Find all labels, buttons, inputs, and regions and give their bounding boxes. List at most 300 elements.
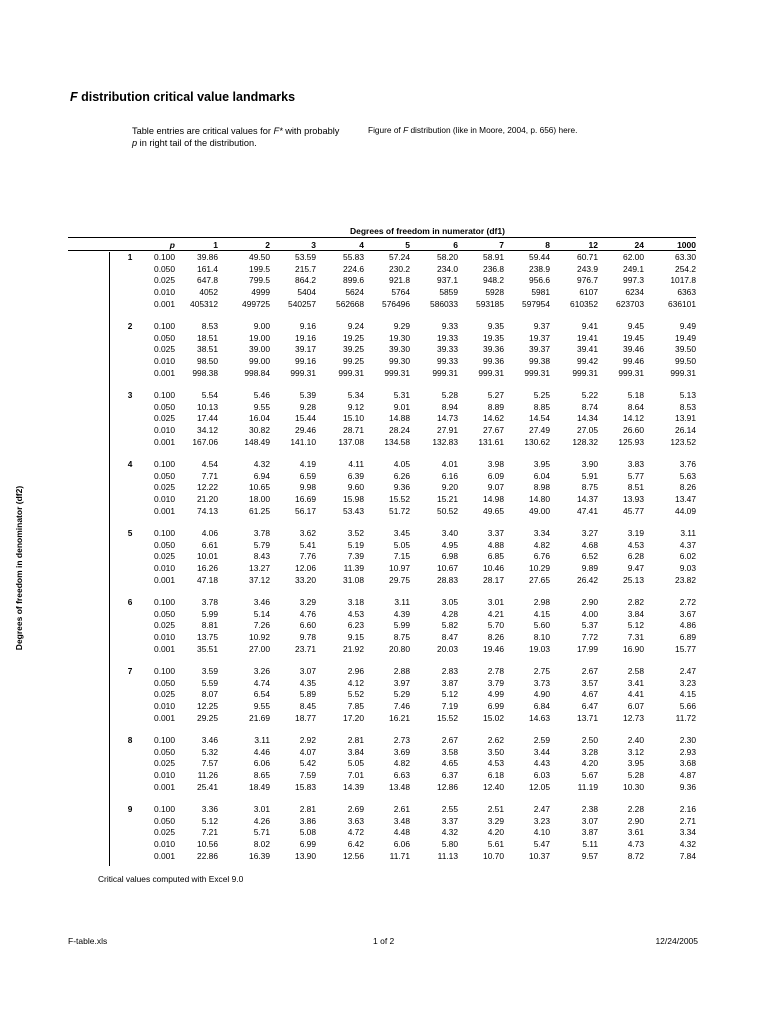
critical-value: 17.44 [197,413,218,424]
critical-value: 199.5 [249,263,270,274]
critical-value: 56.17 [295,505,316,516]
critical-value: 9.12 [347,401,364,412]
critical-value: 3.07 [581,815,598,826]
critical-value: 3.01 [253,804,270,814]
critical-value: 4.90 [533,689,550,700]
critical-value: 49.50 [249,252,270,262]
footnote: Critical values computed with Excel 9.0 [98,874,244,884]
critical-value: 14.62 [483,413,504,424]
critical-value: 16.90 [623,643,644,654]
p-value: 0.100 [154,804,175,814]
p-value: 0.001 [154,574,175,585]
table-body [68,251,696,872]
p-value: 0.001 [154,643,175,654]
intro-text [132,125,342,149]
critical-value: 5.22 [581,390,598,400]
critical-value: 51.72 [389,505,410,516]
critical-value: 23.82 [675,574,696,585]
critical-value: 6.99 [487,701,504,712]
critical-value: 5.47 [533,839,550,850]
p-value: 0.050 [154,608,175,619]
critical-value: 10.67 [437,563,458,574]
p-value: 0.010 [154,701,175,712]
critical-value: 39.33 [437,344,458,355]
critical-value: 5.42 [299,758,316,769]
critical-value: 16.04 [249,413,270,424]
df2-label: 8 [127,735,133,745]
critical-value: 2.47 [679,666,696,676]
p-value: 0.025 [154,551,175,562]
critical-value: 18.51 [197,332,218,343]
critical-value: 236.8 [483,263,504,274]
critical-value: 8.75 [393,632,410,643]
critical-value: 999.31 [618,367,644,378]
critical-value: 3.73 [533,677,550,688]
critical-value: 27.05 [577,425,598,436]
critical-value: 3.19 [627,528,644,538]
df1-header: 2 [265,240,270,250]
critical-value: 3.34 [679,827,696,838]
critical-value: 16.21 [389,712,410,723]
critical-value: 7.15 [393,551,410,562]
critical-value: 3.67 [679,608,696,619]
critical-value: 4.21 [487,608,504,619]
p-value: 0.010 [154,632,175,643]
critical-value: 937.1 [437,275,458,286]
critical-value: 9.57 [581,850,598,861]
critical-value: 5.29 [393,689,410,700]
critical-value: 6.09 [487,470,504,481]
critical-value: 5.99 [201,608,218,619]
critical-value: 8.45 [299,701,316,712]
critical-value: 99.25 [343,356,364,367]
critical-value: 6107 [579,287,598,298]
critical-value: 4.12 [347,677,364,688]
critical-value: 74.13 [197,505,218,516]
critical-value: 3.78 [201,597,218,607]
critical-value: 4.15 [533,608,550,619]
df2-group [68,665,696,734]
critical-value: 4.32 [253,459,270,469]
critical-value: 2.93 [679,746,696,757]
critical-value: 3.46 [253,597,270,607]
critical-value: 161.4 [197,263,218,274]
critical-value: 10.65 [249,482,270,493]
critical-value: 10.29 [529,563,550,574]
critical-value: 499725 [242,298,270,309]
p-value: 0.050 [154,263,175,274]
critical-value: 14.54 [529,413,550,424]
df2-label: 2 [127,321,133,331]
critical-value: 14.39 [343,781,364,792]
critical-value: 6.98 [441,551,458,562]
critical-value: 7.84 [679,850,696,861]
critical-value: 3.29 [487,815,504,826]
critical-value: 4.41 [627,689,644,700]
critical-value: 6.26 [393,470,410,481]
critical-value: 6.07 [627,701,644,712]
critical-value: 8.98 [533,482,550,493]
critical-value: 9.78 [299,632,316,643]
critical-value: 99.33 [437,356,458,367]
critical-value: 5.19 [347,539,364,550]
critical-value: 3.05 [441,597,458,607]
footer-page: 1 of 2 [373,936,395,946]
critical-value: 9.41 [581,321,598,331]
critical-value: 13.75 [197,632,218,643]
critical-value: 6.06 [253,758,270,769]
critical-value: 4.05 [393,459,410,469]
critical-value: 19.16 [295,332,316,343]
critical-value: 20.03 [437,643,458,654]
critical-value: 5.54 [201,390,218,400]
critical-value: 6.23 [347,620,364,631]
critical-value: 8.81 [201,620,218,631]
critical-value: 999.31 [432,367,458,378]
p-column-divider [109,252,110,866]
critical-value: 99.42 [577,356,598,367]
critical-value: 5.18 [627,390,644,400]
critical-value: 5764 [391,287,410,298]
critical-value: 15.21 [437,494,458,505]
critical-value: 5859 [439,287,458,298]
critical-value: 132.83 [432,436,458,447]
critical-value: 4.35 [299,677,316,688]
numerator-label: Degrees of freedom in numerator (df1) [350,226,505,236]
df2-group [68,527,696,596]
df2-label: 4 [127,459,133,469]
table-header-top [68,226,696,238]
critical-value: 11.26 [197,770,218,781]
p-value: 0.050 [154,401,175,412]
critical-value: 6.28 [627,551,644,562]
critical-value: 3.46 [201,735,218,745]
critical-value: 3.63 [347,815,364,826]
critical-value: 1017.8 [670,275,696,286]
critical-value: 2.83 [441,666,458,676]
critical-value: 128.32 [572,436,598,447]
critical-value: 8.07 [201,689,218,700]
critical-value: 13.47 [675,494,696,505]
critical-value: 3.26 [253,666,270,676]
critical-value: 5.31 [393,390,410,400]
critical-value: 2.81 [347,735,364,745]
critical-value: 3.37 [441,815,458,826]
critical-value: 9.33 [441,321,458,331]
critical-value: 3.28 [581,746,598,757]
critical-value: 39.41 [577,344,598,355]
critical-value: 4.86 [679,620,696,631]
critical-value: 9.01 [393,401,410,412]
critical-value: 3.97 [393,677,410,688]
critical-value: 4.68 [581,539,598,550]
critical-value: 39.86 [197,252,218,262]
critical-value: 999.31 [524,367,550,378]
critical-value: 6.99 [299,839,316,850]
critical-value: 49.00 [529,505,550,516]
critical-value: 6.60 [299,620,316,631]
critical-value: 12.05 [529,781,550,792]
critical-value: 6.47 [581,701,598,712]
critical-value: 9.45 [627,321,644,331]
critical-value: 7.59 [299,770,316,781]
critical-value: 956.6 [529,275,550,286]
critical-value: 58.91 [483,252,504,262]
critical-value: 3.69 [393,746,410,757]
critical-value: 47.41 [577,505,598,516]
critical-value: 8.64 [627,401,644,412]
critical-value: 5.08 [299,827,316,838]
critical-value: 28.24 [389,425,410,436]
critical-value: 9.24 [347,321,364,331]
critical-value: 8.94 [441,401,458,412]
critical-value: 15.98 [343,494,364,505]
critical-value: 3.11 [394,597,410,607]
critical-value: 13.91 [675,413,696,424]
df2-group [68,458,696,527]
critical-value: 5404 [297,287,316,298]
critical-value: 6.94 [253,470,270,481]
critical-value: 3.84 [347,746,364,757]
p-value: 0.001 [154,436,175,447]
p-value: 0.001 [154,712,175,723]
critical-value: 5.82 [441,620,458,631]
title-text: distribution critical value landmarks [77,90,296,104]
critical-value: 3.12 [627,746,644,757]
critical-value: 4.46 [253,746,270,757]
critical-value: 15.77 [675,643,696,654]
critical-value: 4.82 [393,758,410,769]
critical-value: 4.39 [393,608,410,619]
critical-value: 9.28 [299,401,316,412]
critical-value: 3.29 [299,597,316,607]
critical-value: 25.13 [623,574,644,585]
critical-value: 4.37 [679,539,696,550]
critical-value: 27.67 [483,425,504,436]
critical-value: 999.31 [478,367,504,378]
critical-value: 12.86 [437,781,458,792]
critical-value: 6.42 [347,839,364,850]
critical-value: 8.10 [533,632,550,643]
critical-value: 19.03 [529,643,550,654]
critical-value: 4.26 [253,815,270,826]
critical-value: 4.28 [441,608,458,619]
critical-value: 99.16 [295,356,316,367]
critical-value: 5.39 [299,390,316,400]
critical-value: 5.25 [533,390,550,400]
critical-value: 39.30 [389,344,410,355]
critical-value: 3.07 [299,666,316,676]
critical-value: 99.46 [623,356,644,367]
critical-value: 14.98 [483,494,504,505]
critical-value: 2.30 [679,735,696,745]
critical-value: 4.73 [627,839,644,850]
critical-value: 5.32 [201,746,218,757]
critical-value: 999.31 [290,367,316,378]
p-value: 0.050 [154,815,175,826]
critical-value: 15.52 [437,712,458,723]
critical-value: 8.26 [487,632,504,643]
figure-note-b: distribution (like in Moore, 2004, p. 656) here. [408,125,578,135]
critical-value: 5.37 [581,620,598,631]
critical-value: 29.25 [197,712,218,723]
critical-value: 9.29 [393,321,410,331]
critical-value: 5.34 [347,390,364,400]
critical-value: 5.41 [299,539,316,550]
critical-value: 35.51 [197,643,218,654]
critical-value: 3.36 [201,804,218,814]
critical-value: 167.06 [192,436,218,447]
critical-value: 19.46 [483,643,504,654]
df1-header: 4 [359,240,364,250]
critical-value: 9.36 [393,482,410,493]
title-f: F [70,90,78,104]
critical-value: 17.20 [343,712,364,723]
df2-group [68,596,696,665]
critical-value: 39.25 [343,344,364,355]
critical-value: 562668 [336,298,364,309]
critical-value: 6.02 [679,551,696,562]
critical-value: 593185 [476,298,504,309]
critical-value: 99.00 [249,356,270,367]
critical-value: 9.55 [253,701,270,712]
critical-value: 9.20 [441,482,458,493]
critical-value: 5.77 [627,470,644,481]
critical-value: 4.15 [679,689,696,700]
critical-value: 4.10 [533,827,550,838]
critical-value: 11.13 [437,850,458,861]
critical-value: 3.45 [393,528,410,538]
critical-value: 3.95 [533,459,550,469]
critical-value: 3.37 [487,528,504,538]
critical-value: 9.03 [679,563,696,574]
critical-value: 14.73 [437,413,458,424]
critical-value: 999.31 [572,367,598,378]
df2-group [68,251,696,320]
critical-value: 3.87 [581,827,598,838]
critical-value: 2.28 [627,804,644,814]
critical-value: 2.50 [581,735,598,745]
critical-value: 647.8 [197,275,218,286]
critical-value: 14.12 [623,413,644,424]
critical-value: 7.26 [253,620,270,631]
critical-value: 123.52 [670,436,696,447]
critical-value: 2.62 [487,735,504,745]
critical-value: 2.78 [487,666,504,676]
denominator-label: Degrees of freedom in denominator (df2) [14,485,24,651]
critical-value: 44.09 [675,505,696,516]
critical-value: 27.91 [437,425,458,436]
critical-value: 53.43 [343,505,364,516]
critical-value: 23.71 [295,643,316,654]
critical-value: 134.58 [384,436,410,447]
critical-value: 6.37 [441,770,458,781]
critical-value: 230.2 [389,263,410,274]
critical-value: 586033 [430,298,458,309]
footer-date: 12/24/2005 [655,936,698,946]
critical-value: 26.14 [675,425,696,436]
df2-label: 5 [127,528,133,538]
critical-value: 18.49 [249,781,270,792]
critical-value: 9.60 [347,482,364,493]
df1-header: 24 [634,240,644,250]
critical-value: 141.10 [290,436,316,447]
critical-value: 5.89 [299,689,316,700]
critical-value: 6363 [677,287,696,298]
critical-value: 10.13 [197,401,218,412]
df2-group [68,320,696,389]
critical-value: 14.34 [577,413,598,424]
critical-value: 27.65 [529,574,550,585]
critical-value: 7.21 [201,827,218,838]
critical-value: 8.53 [201,321,218,331]
critical-value: 12.22 [197,482,218,493]
critical-value: 27.00 [249,643,270,654]
critical-value: 7.39 [347,551,364,562]
critical-value: 130.62 [524,436,550,447]
critical-value: 8.85 [533,401,550,412]
critical-value: 3.41 [627,677,644,688]
p-value: 0.010 [154,494,175,505]
critical-value: 3.86 [299,815,316,826]
critical-value: 4.48 [393,827,410,838]
critical-value: 9.37 [533,321,550,331]
critical-value: 13.27 [249,563,270,574]
critical-value: 99.30 [389,356,410,367]
critical-value: 5.12 [201,815,218,826]
critical-value: 2.61 [393,804,410,814]
critical-value: 9.36 [679,781,696,792]
critical-value: 49.65 [483,505,504,516]
critical-value: 5.80 [441,839,458,850]
p-value: 0.100 [154,528,175,538]
critical-value: 9.98 [299,482,316,493]
critical-value: 6.59 [299,470,316,481]
critical-value: 5.28 [441,390,458,400]
critical-value: 14.37 [577,494,598,505]
critical-value: 53.59 [295,252,316,262]
critical-value: 3.62 [299,528,316,538]
critical-value: 28.83 [437,574,458,585]
critical-value: 5.05 [393,539,410,550]
critical-value: 28.71 [343,425,364,436]
critical-value: 2.40 [627,735,644,745]
critical-value: 4.88 [487,539,504,550]
critical-value: 8.43 [253,551,270,562]
critical-value: 5.60 [533,620,550,631]
df2-group [68,734,696,803]
critical-value: 576496 [382,298,410,309]
figure-note [368,125,628,136]
critical-value: 234.0 [437,263,458,274]
table-header-cols [68,238,696,251]
critical-value: 137.08 [338,436,364,447]
df1-header: 7 [499,240,504,250]
critical-value: 2.71 [679,815,696,826]
critical-value: 5.66 [679,701,696,712]
critical-value: 8.47 [441,632,458,643]
critical-value: 26.42 [577,574,598,585]
critical-value: 2.90 [581,597,598,607]
critical-value: 8.74 [581,401,598,412]
critical-value: 3.61 [627,827,644,838]
df2-label: 6 [127,597,133,607]
critical-value: 98.50 [197,356,218,367]
df2-label: 1 [127,252,133,262]
critical-value: 4.43 [533,758,550,769]
critical-value: 5.46 [253,390,270,400]
critical-value: 6.54 [253,689,270,700]
